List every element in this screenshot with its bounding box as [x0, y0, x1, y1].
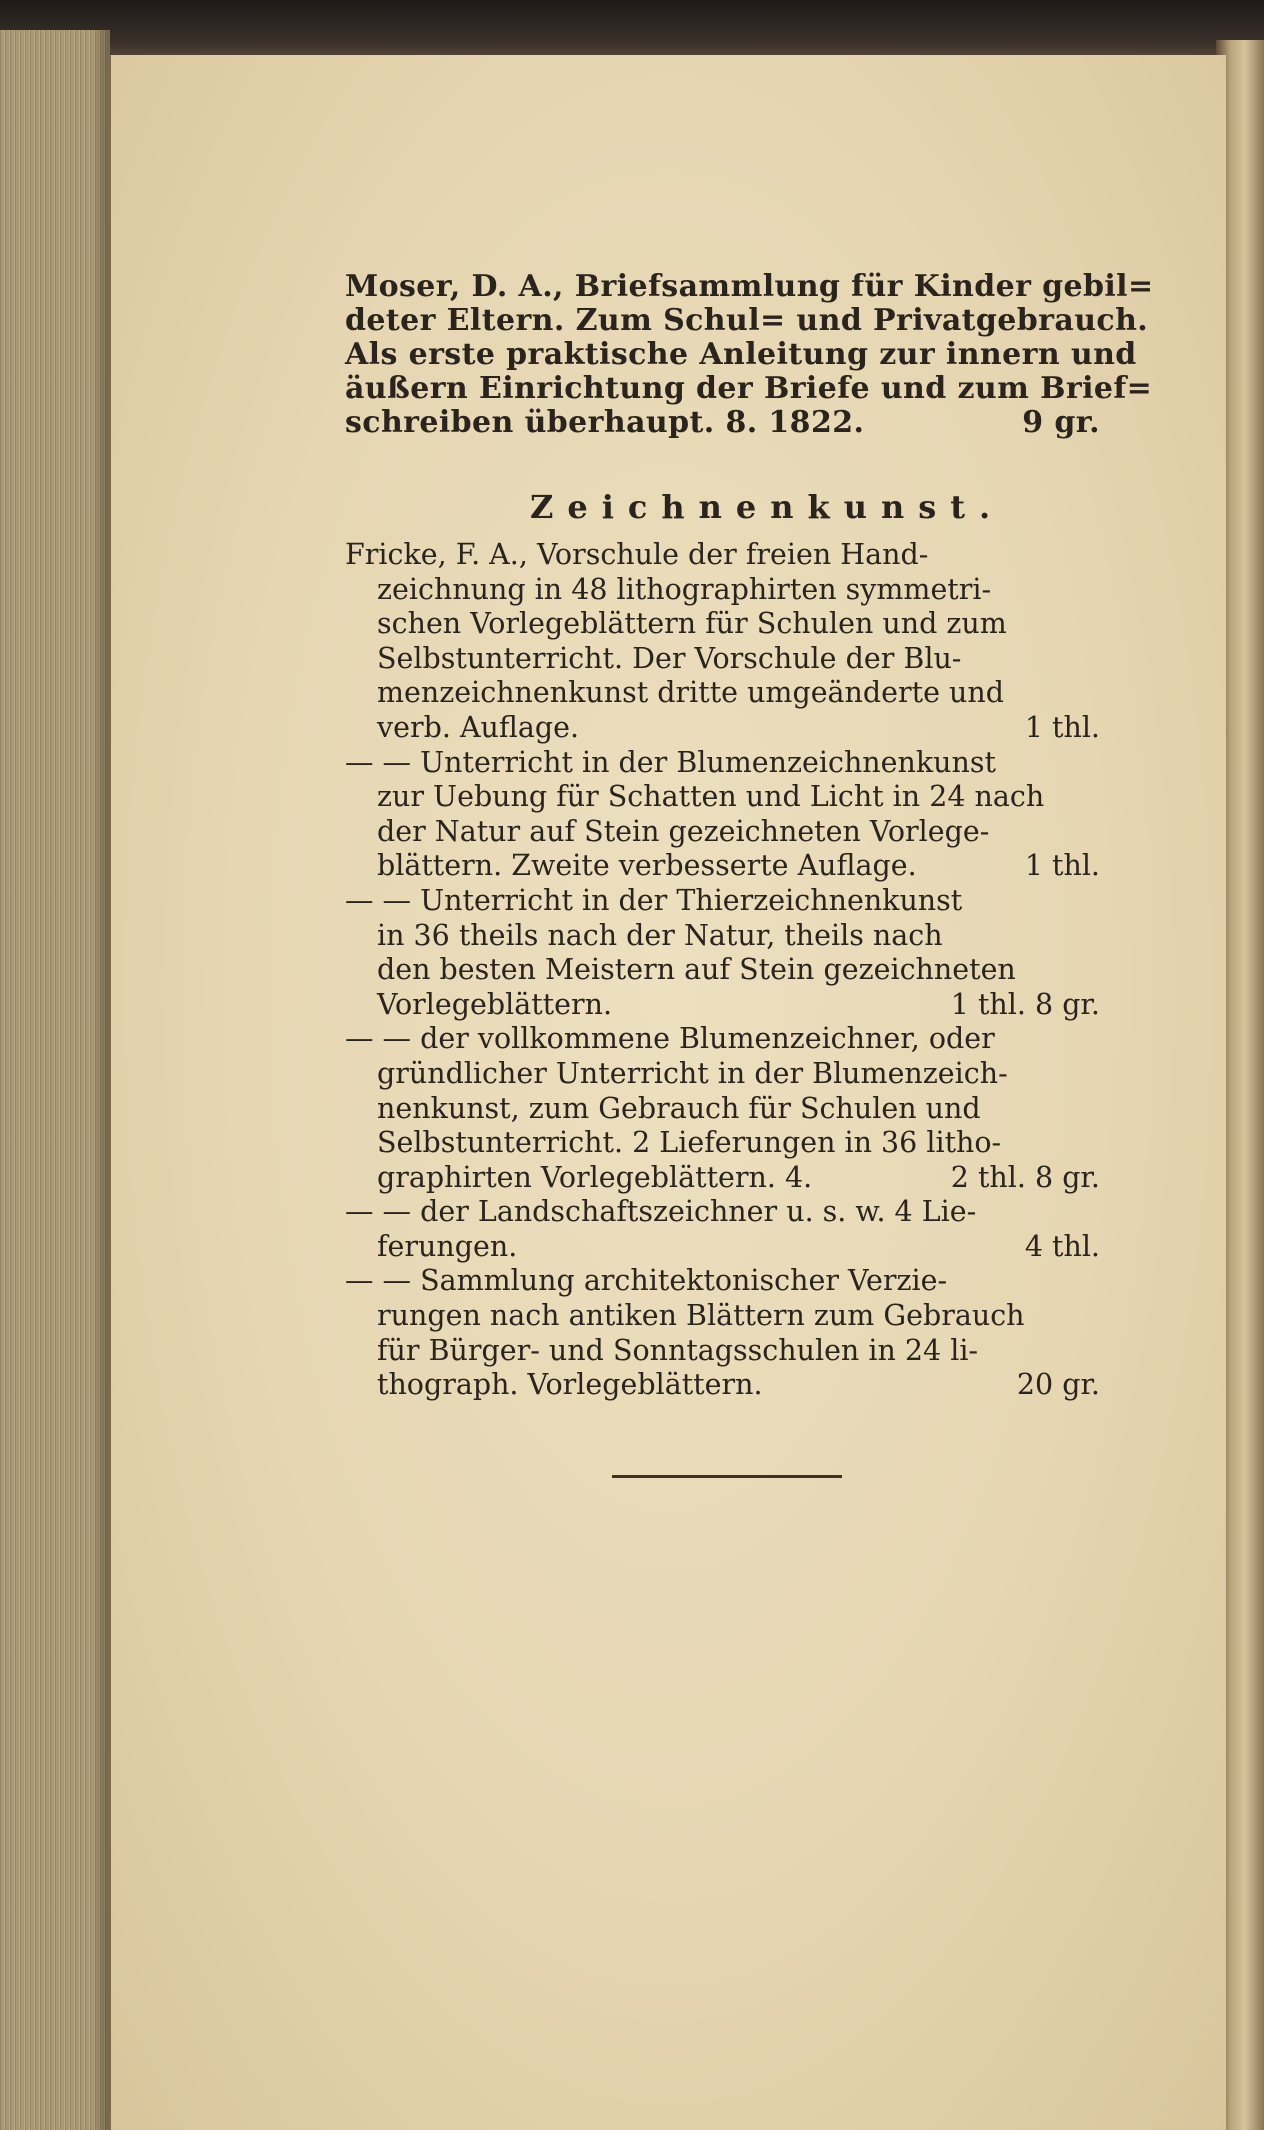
entry-last-line	[345, 988, 1100, 1023]
entry-line: äußern Einrichtung der Briefe und zum Brief=	[345, 371, 1153, 406]
entry-line: — — der vollkommene Blumenzeichner, oder	[345, 1022, 995, 1056]
entry-line: ferungen.	[377, 1229, 518, 1263]
entry-line: — — Unterricht in der Blumenzeichnenkunst	[345, 745, 996, 779]
entry-line: blättern. Zweite verbesserte Auflage.	[377, 849, 917, 883]
moser-entry	[345, 269, 1154, 440]
entry-line: thograph. Vorlegeblättern.	[377, 1368, 763, 1402]
entry-line: Fricke, F. A., Vorschule der freien Hand-	[345, 538, 929, 571]
entry-line: — — der Landschaftszeichner u. s. w. 4 Lie-	[345, 1195, 977, 1229]
entry-line: nenkunst, zum Gebrauch für Schulen und	[377, 1091, 981, 1125]
entry-line: — — Sammlung architektonischer Verzie-	[345, 1264, 948, 1298]
entry-last-line	[345, 849, 1100, 884]
entry-line: der Natur auf Stein gezeichneten Vorlege-	[377, 814, 990, 848]
entry-line: deter Eltern. Zum Schul= und Privatgebrauch.	[345, 303, 1149, 338]
section-heading: Zeichnenkunst.	[530, 488, 1005, 526]
entry-line: Selbstunterricht. 2 Lieferungen in 36 litho-	[377, 1126, 1002, 1160]
entry-price: 1 thl. 8 gr.	[950, 987, 1100, 1021]
entry-price: 9 gr.	[1022, 405, 1100, 440]
entry-last-line	[345, 711, 1100, 746]
book-binding	[0, 0, 1264, 60]
entry-price: 20 gr.	[1016, 1368, 1100, 1402]
entry-line: — — Unterricht in der Thierzeichnenkunst	[345, 883, 963, 917]
entry-line: zur Uebung für Schatten und Licht in 24 nach	[377, 780, 1045, 814]
entry-last-line	[345, 406, 1100, 440]
entry-line: graphirten Vorlegeblättern. 4.	[377, 1160, 813, 1194]
entry-price: 1 thl.	[1024, 849, 1100, 883]
page-block-edges	[0, 30, 110, 2130]
entry-line: für Bürger- und Sonntagsschulen in 24 li-	[377, 1333, 979, 1367]
catalog-entry	[345, 884, 1100, 1022]
catalog-entry	[345, 1264, 1100, 1402]
entry-line: in 36 theils nach der Natur, theils nach	[377, 918, 943, 952]
entry-price: 1 thl.	[1024, 710, 1100, 744]
catalog-entry	[345, 1195, 1100, 1264]
entry-line: den besten Meistern auf Stein gezeichneten	[377, 953, 1016, 987]
entry-line: zeichnung in 48 lithographirten symmetri-	[377, 572, 992, 606]
entry-line: Selbstunterricht. Der Vorschule der Blu-	[377, 641, 962, 675]
entry-line: Moser, D. A., Briefsammlung für Kinder gebil=	[345, 269, 1154, 304]
entry-line: verb. Auflage.	[377, 710, 580, 744]
catalog-entry	[345, 538, 1100, 746]
entry-price: 4 thl.	[1024, 1229, 1100, 1263]
entry-line: Als erste praktische Anleitung zur innern und	[345, 337, 1137, 372]
entry-line: Vorlegeblättern.	[377, 987, 612, 1021]
entry-last-line	[345, 1161, 1100, 1196]
entry-line: rungen nach antiken Blättern zum Gebrauch	[377, 1299, 1025, 1333]
entry-price: 2 thl. 8 gr.	[950, 1160, 1100, 1194]
entry-line: schreiben überhaupt. 8. 1822.	[345, 405, 865, 440]
entry-line: menzeichnenkunst dritte umgeänderte und	[377, 676, 1004, 710]
fricke-entries	[345, 538, 1100, 1403]
catalog-entry	[345, 746, 1100, 884]
entry-last-line	[345, 1230, 1100, 1265]
entry-line: schen Vorlegeblättern für Schulen und zum	[377, 607, 1007, 641]
entry-last-line	[345, 1368, 1100, 1403]
entry-line: gründlicher Unterricht in der Blumenzeich-	[377, 1056, 1008, 1090]
catalog-entry	[345, 1022, 1100, 1195]
closing-rule	[612, 1475, 842, 1478]
